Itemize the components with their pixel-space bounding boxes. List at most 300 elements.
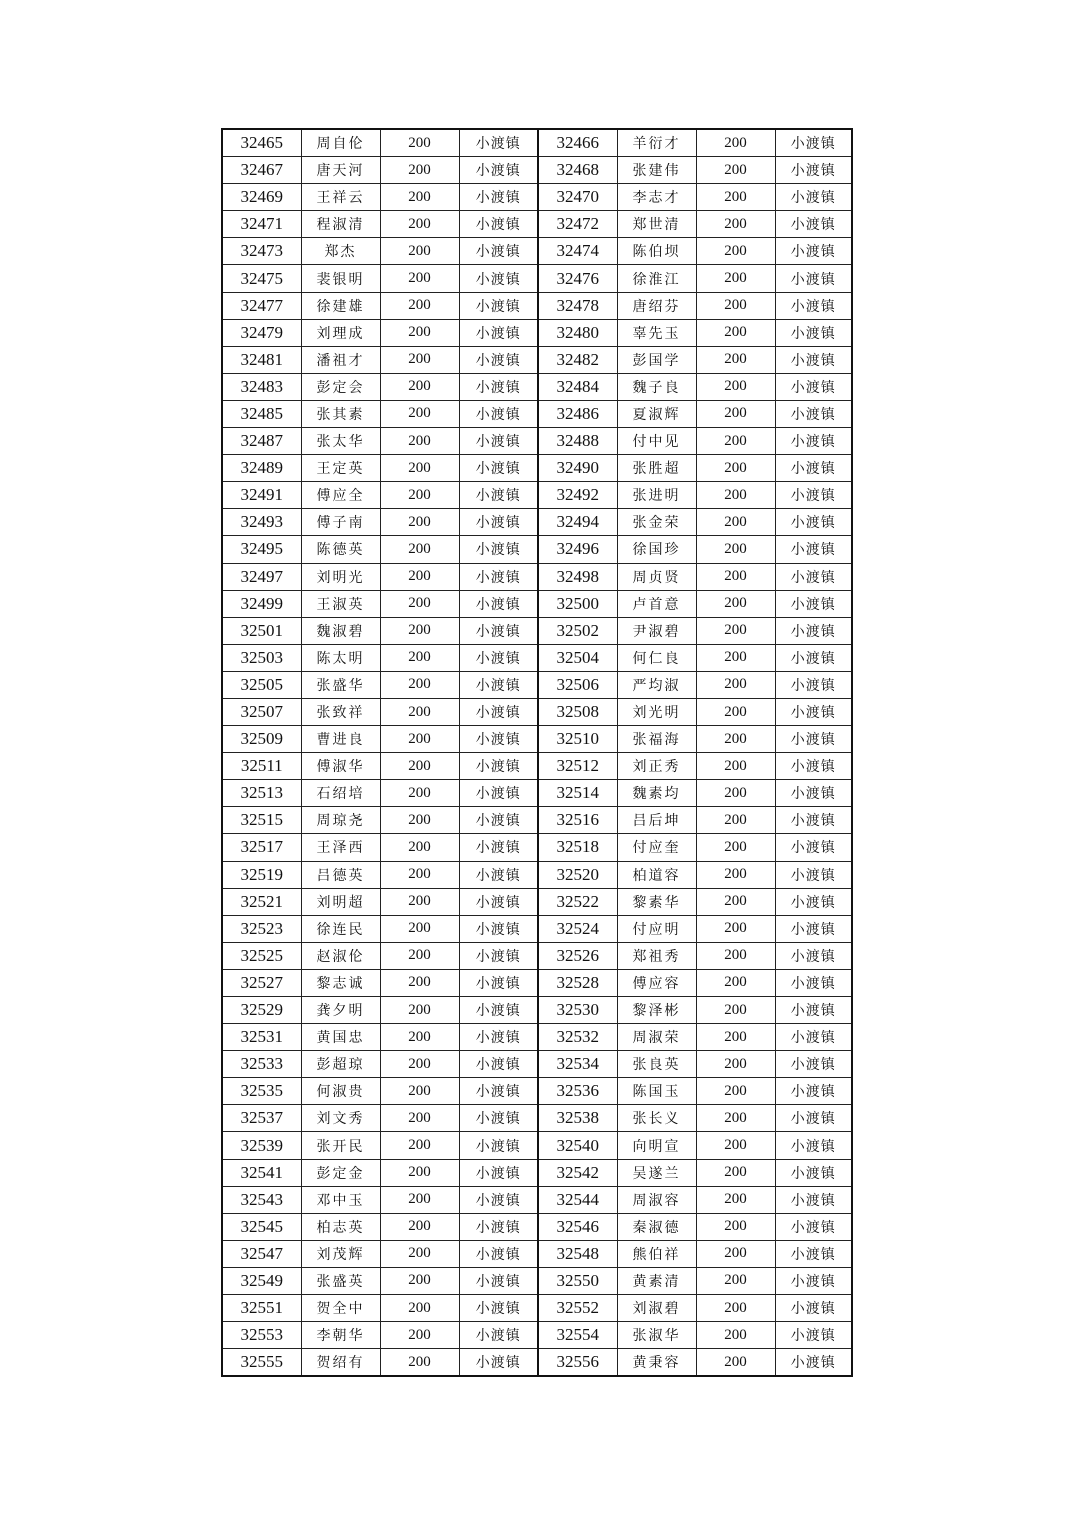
person-name-cell: 唐绍芬 [617,292,696,319]
person-name-cell: 张太华 [301,428,380,455]
amount-cell: 200 [696,590,775,617]
person-name-cell: 李朝华 [301,1322,380,1349]
amount-cell: 200 [696,807,775,834]
amount-cell: 200 [380,238,459,265]
amount-cell: 200 [380,1322,459,1349]
amount-cell: 200 [380,1078,459,1105]
town-cell: 小渡镇 [775,1159,852,1186]
person-name-cell: 王祥云 [301,184,380,211]
amount-cell: 200 [696,373,775,400]
person-name-cell: 陈太明 [301,644,380,671]
record-id-cell: 32506 [538,671,617,698]
town-cell: 小渡镇 [459,671,538,698]
table-row [222,969,852,996]
amount-cell: 200 [380,346,459,373]
town-cell: 小渡镇 [775,129,852,157]
record-id-cell: 32537 [222,1105,301,1132]
amount-cell: 200 [696,969,775,996]
record-id-cell: 32470 [538,184,617,211]
amount-cell: 200 [380,563,459,590]
table-row [222,1349,852,1377]
table-row [222,184,852,211]
person-name-cell: 彭定会 [301,373,380,400]
amount-cell: 200 [380,1349,459,1377]
amount-cell: 200 [696,1295,775,1322]
town-cell: 小渡镇 [459,698,538,725]
record-id-cell: 32555 [222,1349,301,1377]
person-name-cell: 刘茂辉 [301,1240,380,1267]
person-name-cell: 徐建雄 [301,292,380,319]
person-name-cell: 尹淑碧 [617,617,696,644]
amount-cell: 200 [380,969,459,996]
town-cell: 小渡镇 [775,753,852,780]
amount-cell: 200 [380,780,459,807]
amount-cell: 200 [380,753,459,780]
amount-cell: 200 [380,915,459,942]
person-name-cell: 彭国学 [617,346,696,373]
record-id-cell: 32475 [222,265,301,292]
town-cell: 小渡镇 [775,617,852,644]
record-id-cell: 32536 [538,1078,617,1105]
town-cell: 小渡镇 [775,1213,852,1240]
town-cell: 小渡镇 [459,1132,538,1159]
record-id-cell: 32517 [222,834,301,861]
town-cell: 小渡镇 [459,888,538,915]
record-id-cell: 32519 [222,861,301,888]
amount-cell: 200 [380,482,459,509]
town-cell: 小渡镇 [459,129,538,157]
table-row [222,346,852,373]
town-cell: 小渡镇 [775,184,852,211]
person-name-cell: 贺全中 [301,1295,380,1322]
record-id-cell: 32522 [538,888,617,915]
town-cell: 小渡镇 [775,915,852,942]
record-id-cell: 32543 [222,1186,301,1213]
town-cell: 小渡镇 [459,1322,538,1349]
person-name-cell: 魏淑碧 [301,617,380,644]
record-id-cell: 32496 [538,536,617,563]
person-name-cell: 周淑荣 [617,1024,696,1051]
town-cell: 小渡镇 [459,157,538,184]
amount-cell: 200 [380,184,459,211]
town-cell: 小渡镇 [459,482,538,509]
amount-cell: 200 [696,1267,775,1294]
person-name-cell: 陈国玉 [617,1078,696,1105]
town-cell: 小渡镇 [459,400,538,427]
amount-cell: 200 [380,698,459,725]
amount-cell: 200 [696,184,775,211]
amount-cell: 200 [696,428,775,455]
town-cell: 小渡镇 [775,942,852,969]
record-id-cell: 32538 [538,1105,617,1132]
record-id-cell: 32473 [222,238,301,265]
person-name-cell: 王泽西 [301,834,380,861]
amount-cell: 200 [696,319,775,346]
record-id-cell: 32504 [538,644,617,671]
table-row [222,265,852,292]
person-name-cell: 陈德英 [301,536,380,563]
person-name-cell: 黎泽彬 [617,997,696,1024]
amount-cell: 200 [380,509,459,536]
town-cell: 小渡镇 [775,292,852,319]
town-cell: 小渡镇 [775,780,852,807]
person-name-cell: 黄秉容 [617,1349,696,1377]
town-cell: 小渡镇 [775,211,852,238]
record-id-cell: 32476 [538,265,617,292]
town-cell: 小渡镇 [459,455,538,482]
amount-cell: 200 [696,780,775,807]
town-cell: 小渡镇 [775,969,852,996]
table-row [222,698,852,725]
table-row [222,671,852,698]
person-name-cell: 张盛华 [301,671,380,698]
person-name-cell: 周琼尧 [301,807,380,834]
town-cell: 小渡镇 [459,590,538,617]
town-cell: 小渡镇 [459,1078,538,1105]
person-name-cell: 张胜超 [617,455,696,482]
table-row [222,997,852,1024]
record-id-cell: 32493 [222,509,301,536]
town-cell: 小渡镇 [775,698,852,725]
record-id-cell: 32502 [538,617,617,644]
table-row [222,536,852,563]
record-id-cell: 32528 [538,969,617,996]
person-name-cell: 张开民 [301,1132,380,1159]
table-row [222,1186,852,1213]
record-id-cell: 32518 [538,834,617,861]
record-id-cell: 32471 [222,211,301,238]
amount-cell: 200 [696,1078,775,1105]
table-row [222,834,852,861]
table-row [222,1024,852,1051]
town-cell: 小渡镇 [459,238,538,265]
record-id-cell: 32492 [538,482,617,509]
town-cell: 小渡镇 [459,1240,538,1267]
person-name-cell: 刘光明 [617,698,696,725]
amount-cell: 200 [696,238,775,265]
amount-cell: 200 [380,211,459,238]
town-cell: 小渡镇 [459,509,538,536]
person-name-cell: 魏素均 [617,780,696,807]
table-row [222,915,852,942]
town-cell: 小渡镇 [775,861,852,888]
town-cell: 小渡镇 [775,319,852,346]
table-row [222,129,852,157]
amount-cell: 200 [380,400,459,427]
table-row [222,373,852,400]
amount-cell: 200 [380,373,459,400]
table-row [222,428,852,455]
town-cell: 小渡镇 [775,482,852,509]
town-cell: 小渡镇 [459,292,538,319]
amount-cell: 200 [380,1024,459,1051]
town-cell: 小渡镇 [459,780,538,807]
person-name-cell: 黄国忠 [301,1024,380,1051]
table-row [222,1240,852,1267]
table-row [222,292,852,319]
amount-cell: 200 [696,1213,775,1240]
table-row [222,590,852,617]
town-cell: 小渡镇 [775,997,852,1024]
amount-cell: 200 [380,1295,459,1322]
record-id-cell: 32479 [222,319,301,346]
record-id-cell: 32483 [222,373,301,400]
person-name-cell: 张长义 [617,1105,696,1132]
table-row [222,807,852,834]
record-id-cell: 32469 [222,184,301,211]
record-id-cell: 32482 [538,346,617,373]
record-id-cell: 32547 [222,1240,301,1267]
person-name-cell: 曹进良 [301,726,380,753]
person-name-cell: 王淑英 [301,590,380,617]
amount-cell: 200 [696,834,775,861]
amount-cell: 200 [380,1186,459,1213]
record-id-cell: 32548 [538,1240,617,1267]
table-row [222,861,852,888]
amount-cell: 200 [380,997,459,1024]
person-name-cell: 刘明超 [301,888,380,915]
amount-cell: 200 [380,319,459,346]
amount-cell: 200 [380,455,459,482]
table-row [222,617,852,644]
town-cell: 小渡镇 [459,1024,538,1051]
record-id-cell: 32487 [222,428,301,455]
person-name-cell: 徐国珍 [617,536,696,563]
amount-cell: 200 [696,942,775,969]
person-name-cell: 吕德英 [301,861,380,888]
record-id-cell: 32549 [222,1267,301,1294]
person-name-cell: 吴遂兰 [617,1159,696,1186]
roster-table [221,128,853,1377]
amount-cell: 200 [696,400,775,427]
amount-cell: 200 [380,129,459,157]
amount-cell: 200 [696,129,775,157]
person-name-cell: 张致祥 [301,698,380,725]
town-cell: 小渡镇 [775,1024,852,1051]
town-cell: 小渡镇 [459,861,538,888]
record-id-cell: 32486 [538,400,617,427]
amount-cell: 200 [380,590,459,617]
person-name-cell: 傅应全 [301,482,380,509]
person-name-cell: 张良英 [617,1051,696,1078]
table-row [222,1267,852,1294]
record-id-cell: 32466 [538,129,617,157]
table-row [222,455,852,482]
person-name-cell: 彭定金 [301,1159,380,1186]
amount-cell: 200 [696,157,775,184]
person-name-cell: 柏志英 [301,1213,380,1240]
person-name-cell: 龚夕明 [301,997,380,1024]
table-row [222,1213,852,1240]
town-cell: 小渡镇 [775,671,852,698]
record-id-cell: 32499 [222,590,301,617]
amount-cell: 200 [696,346,775,373]
amount-cell: 200 [696,1186,775,1213]
person-name-cell: 傅子南 [301,509,380,536]
record-id-cell: 32552 [538,1295,617,1322]
amount-cell: 200 [696,455,775,482]
record-id-cell: 32481 [222,346,301,373]
person-name-cell: 裴银明 [301,265,380,292]
record-id-cell: 32516 [538,807,617,834]
person-name-cell: 贺绍有 [301,1349,380,1377]
person-name-cell: 郑世清 [617,211,696,238]
town-cell: 小渡镇 [459,617,538,644]
town-cell: 小渡镇 [775,1186,852,1213]
record-id-cell: 32525 [222,942,301,969]
town-cell: 小渡镇 [459,184,538,211]
record-id-cell: 32500 [538,590,617,617]
record-id-cell: 32551 [222,1295,301,1322]
amount-cell: 200 [696,997,775,1024]
town-cell: 小渡镇 [459,1105,538,1132]
town-cell: 小渡镇 [775,238,852,265]
amount-cell: 200 [380,942,459,969]
amount-cell: 200 [380,807,459,834]
town-cell: 小渡镇 [459,834,538,861]
person-name-cell: 李志才 [617,184,696,211]
town-cell: 小渡镇 [775,428,852,455]
person-name-cell: 卢首意 [617,590,696,617]
record-id-cell: 32514 [538,780,617,807]
town-cell: 小渡镇 [459,265,538,292]
person-name-cell: 熊伯祥 [617,1240,696,1267]
record-id-cell: 32467 [222,157,301,184]
amount-cell: 200 [696,726,775,753]
person-name-cell: 徐连民 [301,915,380,942]
table-row [222,780,852,807]
person-name-cell: 夏淑辉 [617,400,696,427]
record-id-cell: 32498 [538,563,617,590]
record-id-cell: 32545 [222,1213,301,1240]
town-cell: 小渡镇 [775,726,852,753]
record-id-cell: 32533 [222,1051,301,1078]
amount-cell: 200 [696,536,775,563]
person-name-cell: 向明宣 [617,1132,696,1159]
person-name-cell: 付中见 [617,428,696,455]
table-row [222,157,852,184]
town-cell: 小渡镇 [775,1295,852,1322]
table-row [222,238,852,265]
town-cell: 小渡镇 [459,753,538,780]
record-id-cell: 32507 [222,698,301,725]
record-id-cell: 32494 [538,509,617,536]
person-name-cell: 张淑华 [617,1322,696,1349]
amount-cell: 200 [696,292,775,319]
amount-cell: 200 [696,888,775,915]
town-cell: 小渡镇 [459,807,538,834]
table-row [222,1105,852,1132]
table-row [222,1295,852,1322]
person-name-cell: 魏子良 [617,373,696,400]
record-id-cell: 32509 [222,726,301,753]
person-name-cell: 黎志诚 [301,969,380,996]
amount-cell: 200 [380,671,459,698]
record-id-cell: 32501 [222,617,301,644]
table-row [222,942,852,969]
record-id-cell: 32497 [222,563,301,590]
town-cell: 小渡镇 [459,915,538,942]
person-name-cell: 何淑贵 [301,1078,380,1105]
town-cell: 小渡镇 [775,536,852,563]
amount-cell: 200 [380,1159,459,1186]
town-cell: 小渡镇 [459,1159,538,1186]
town-cell: 小渡镇 [459,997,538,1024]
record-id-cell: 32484 [538,373,617,400]
town-cell: 小渡镇 [775,400,852,427]
person-name-cell: 黎素华 [617,888,696,915]
town-cell: 小渡镇 [459,942,538,969]
person-name-cell: 秦淑德 [617,1213,696,1240]
amount-cell: 200 [380,1267,459,1294]
record-id-cell: 32480 [538,319,617,346]
town-cell: 小渡镇 [459,346,538,373]
table-row [222,888,852,915]
amount-cell: 200 [696,1322,775,1349]
table-row [222,211,852,238]
person-name-cell: 郑祖秀 [617,942,696,969]
amount-cell: 200 [380,265,459,292]
record-id-cell: 32556 [538,1349,617,1377]
person-name-cell: 刘理成 [301,319,380,346]
town-cell: 小渡镇 [459,1186,538,1213]
town-cell: 小渡镇 [775,590,852,617]
record-id-cell: 32546 [538,1213,617,1240]
amount-cell: 200 [696,698,775,725]
town-cell: 小渡镇 [775,563,852,590]
town-cell: 小渡镇 [775,1267,852,1294]
person-name-cell: 石绍培 [301,780,380,807]
table-row [222,1322,852,1349]
town-cell: 小渡镇 [459,1267,538,1294]
town-cell: 小渡镇 [459,1349,538,1377]
record-id-cell: 32544 [538,1186,617,1213]
record-id-cell: 32534 [538,1051,617,1078]
table-row [222,509,852,536]
record-id-cell: 32527 [222,969,301,996]
person-name-cell: 付应奎 [617,834,696,861]
amount-cell: 200 [380,428,459,455]
town-cell: 小渡镇 [459,969,538,996]
record-id-cell: 32477 [222,292,301,319]
person-name-cell: 吕后坤 [617,807,696,834]
amount-cell: 200 [380,292,459,319]
person-name-cell: 羊衍才 [617,129,696,157]
roster-body [222,129,852,1376]
amount-cell: 200 [380,1132,459,1159]
person-name-cell: 张盛英 [301,1267,380,1294]
person-name-cell: 唐天河 [301,157,380,184]
amount-cell: 200 [380,1105,459,1132]
record-id-cell: 32511 [222,753,301,780]
town-cell: 小渡镇 [775,888,852,915]
table-row [222,753,852,780]
person-name-cell: 柏道容 [617,861,696,888]
amount-cell: 200 [696,211,775,238]
person-name-cell: 黄素清 [617,1267,696,1294]
person-name-cell: 张金荣 [617,509,696,536]
record-id-cell: 32526 [538,942,617,969]
amount-cell: 200 [380,644,459,671]
record-id-cell: 32510 [538,726,617,753]
amount-cell: 200 [696,1024,775,1051]
town-cell: 小渡镇 [459,319,538,346]
amount-cell: 200 [380,157,459,184]
person-name-cell: 严均淑 [617,671,696,698]
person-name-cell: 刘正秀 [617,753,696,780]
table-row [222,563,852,590]
amount-cell: 200 [696,671,775,698]
